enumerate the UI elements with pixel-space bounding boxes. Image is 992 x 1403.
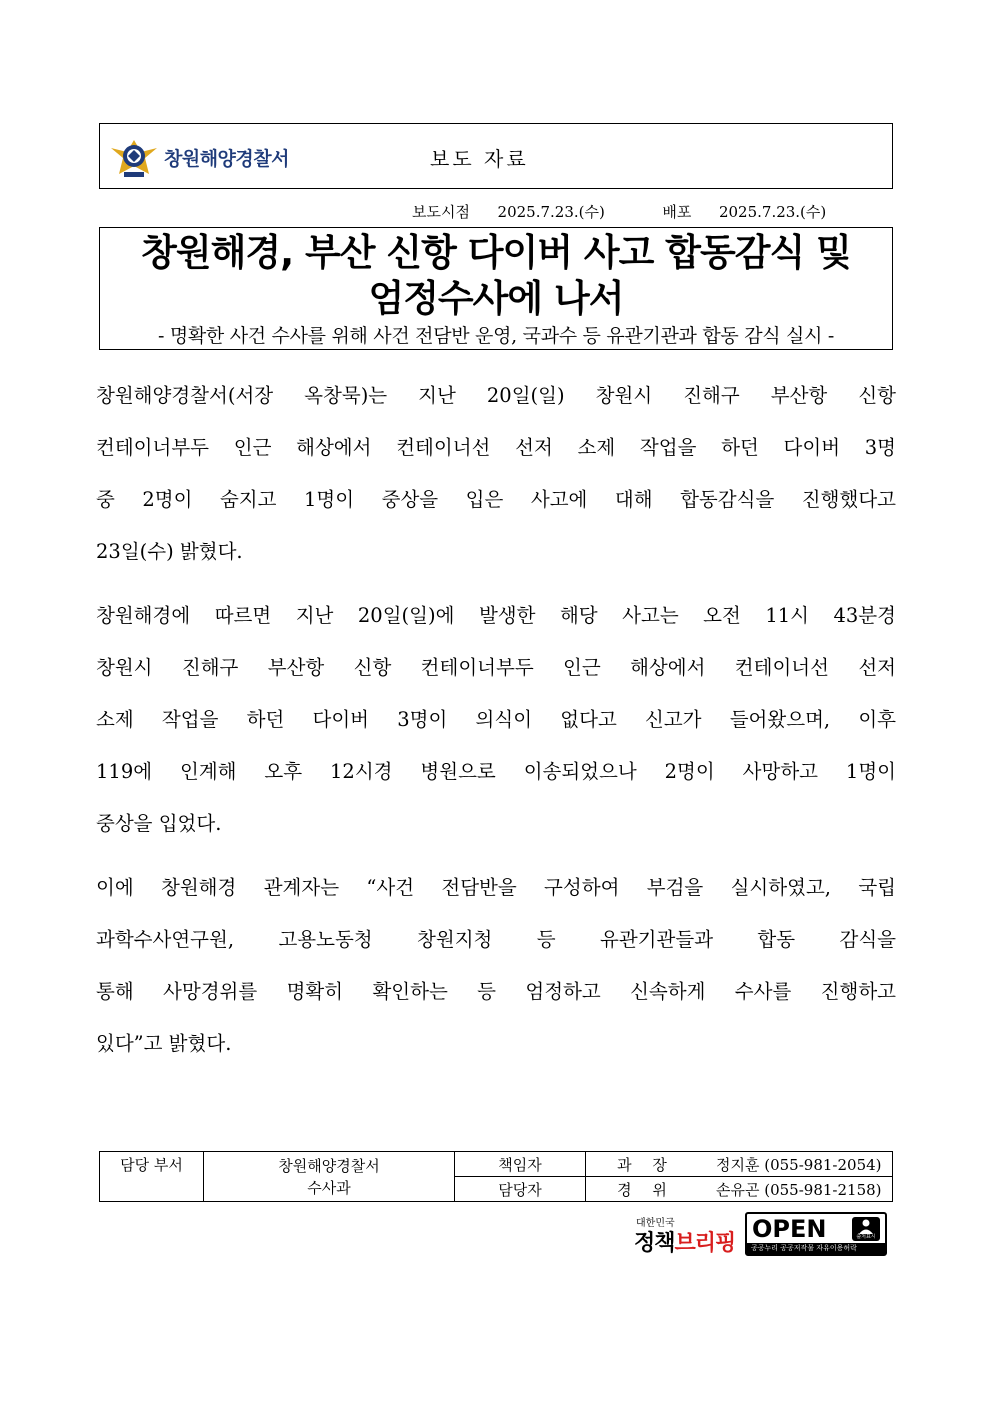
contact-person: 손유곤 (055-981-2158) [706, 1177, 893, 1202]
doc-type: 보도 자료 [430, 147, 529, 171]
contact-rank: 경 위 [586, 1177, 707, 1202]
policy-logo-text [634, 1226, 735, 1257]
distribution-date: 2025.7.23.(수) [718, 203, 827, 221]
contact-role: 책임자 [455, 1152, 586, 1177]
paragraph-1 [96, 370, 896, 578]
body-line: 컨테이너부두 인근 해상에서 컨테이너선 선저 소제 작업을 하던 다이버 3명 [96, 436, 896, 459]
policy-logo-b: 브리핑 [674, 1231, 736, 1256]
paragraph-3 [96, 862, 896, 1070]
body-line: 중상을 입었다. [96, 812, 222, 835]
release-date: 2025.7.23.(수) [497, 203, 605, 221]
dept-org-line-1: 창원해양경찰서 [278, 1156, 380, 1175]
dates-line [412, 201, 826, 222]
body-line: 23일(수) 밝혔다. [96, 540, 243, 563]
body-line: 소제 작업을 하던 다이버 3명이 의식이 없다고 신고가 들어왔으며, 이후 [96, 708, 896, 731]
contact-rank: 과 장 [586, 1152, 707, 1177]
body-line: 이에 창원해경 관계자는 “사건 전담반을 구성하여 부검을 실시하였고, 국립 [96, 876, 896, 899]
paragraph-2 [96, 590, 896, 850]
contact-table [99, 1151, 893, 1202]
dept-label: 담당 부서 [100, 1152, 204, 1202]
policy-logo-small: 대한민국 [636, 1218, 675, 1229]
dept-org-line-2: 수사과 [307, 1178, 351, 1197]
dept-org [204, 1152, 455, 1202]
title-line-2: 엄정수사에 나서 [368, 277, 624, 320]
body-line: 창원해양경찰서(서장 옥창묵)는 지난 20일(일) 창원시 진해구 부산항 신항 [96, 384, 896, 407]
open-logo-text: OPEN [752, 1215, 827, 1243]
contact-role: 담당자 [455, 1177, 586, 1202]
contact-person: 정지훈 (055-981-2054) [706, 1152, 893, 1177]
subtitle: - 명확한 사건 수사를 위해 사건 전담반 운영, 국과수 등 유관기관과 합동 감식 실시 - [157, 325, 835, 347]
body-line: 119에 인계해 오후 12시경 병원으로 이송되었으나 2명이 사망하고 1명이 [96, 760, 896, 783]
policy-logo-a: 정책 [634, 1231, 675, 1256]
title-line-1: 창원해경, 부산 신항 다이버 사고 합동감식 및 [141, 231, 851, 274]
org-name: 창원해양경찰서 [164, 148, 289, 170]
body-line: 창원시 진해구 부산항 신항 컨테이너부두 인근 해상에서 컨테이너선 선저 [96, 656, 896, 679]
attribution-caption: 출처표시 [856, 1234, 876, 1240]
attribution-icon [852, 1217, 880, 1241]
release-label: 보도시점 [412, 203, 470, 221]
coast-guard-emblem-icon [109, 134, 159, 180]
body-text [96, 370, 896, 1082]
header-box [99, 123, 893, 189]
policy-briefing-logo [632, 1212, 738, 1258]
kogl-open-logo [745, 1212, 887, 1256]
body-line: 창원해경에 따르면 지난 20일(일)에 발생한 해당 사고는 오전 11시 43분경 [96, 604, 896, 627]
table-row [100, 1152, 893, 1177]
body-line: 있다”고 밝혔다. [96, 1032, 232, 1055]
body-line: 과학수사연구원, 고용노동청 창원지청 등 유관기관들과 합동 감식을 [96, 928, 896, 951]
body-line: 통해 사망경위를 명확히 확인하는 등 엄정하고 신속하게 수사를 진행하고 [96, 980, 896, 1003]
open-logo-caption: 공공누리 공공저작물 자유이용허락 [747, 1243, 885, 1254]
distribution-label: 배포 [662, 203, 692, 221]
body-line: 중 2명이 숨지고 1명이 중상을 입은 사고에 대해 합동감식을 진행했다고 [96, 488, 896, 511]
title-box [99, 227, 893, 350]
